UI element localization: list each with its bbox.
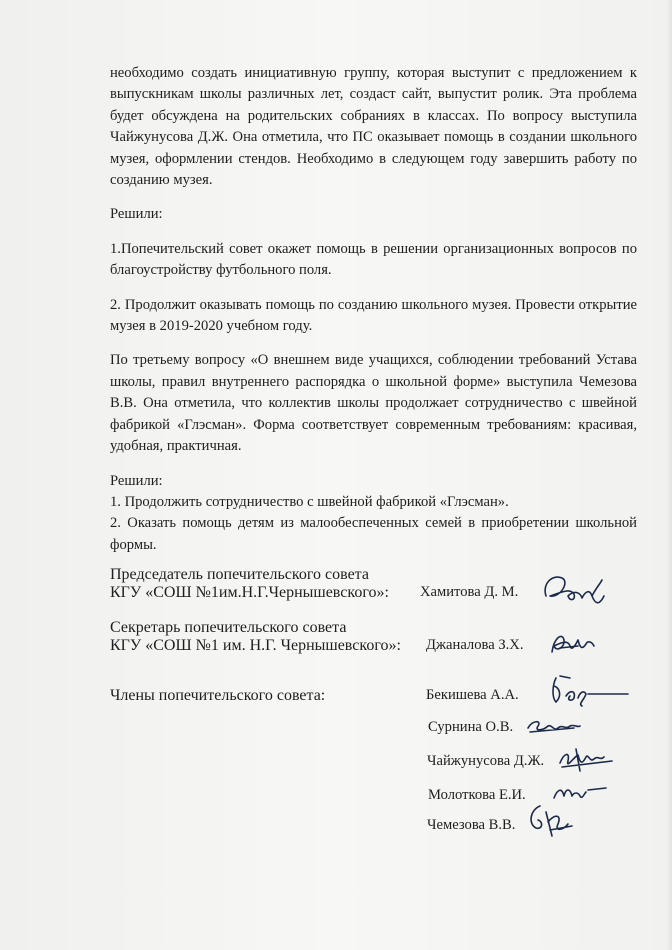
secretary-signature: [548, 626, 598, 660]
chair-name: Хамитова Д. М.: [420, 584, 519, 600]
member-name-3: Чайжунусова Д.Ж.: [427, 753, 545, 769]
member-name-4: Молоткова Е.И.: [428, 787, 526, 803]
secretary-org: КГУ «СОШ №1 им. Н.Г. Чернышевского»:: [110, 637, 401, 654]
resolved-heading-2: Решили:: [110, 472, 163, 489]
resolution-2-item-1: 1. Продолжить сотрудничество с швейной фабрикой «Глэсман».: [110, 493, 509, 510]
resolution-1-item-2: 2. Продолжит оказывать помощь по созданию школьного музея. Провести открытие музея в 2019-2020 учебном году.: [110, 296, 637, 335]
member-signature-3: [556, 743, 616, 775]
resolution-1-item-1: 1.Попечительский совет окажет помощь в решении организационных вопросов по благоустройству футбольного поля.: [110, 240, 637, 279]
members-label: Члены попечительского совета:: [110, 687, 326, 704]
secretary-name: Джаналова З.Х.: [426, 637, 524, 653]
secretary-title: Секретарь попечительского совета: [110, 619, 347, 636]
page-edge-shadow: [666, 0, 672, 950]
minutes-body: [110, 63, 637, 556]
paragraph-third-question: По третьему вопросу «О внешнем виде учащихся, соблюдении требований Устава школы, правил внутреннего распорядка о школьной форме» выступила Чемезова В.В. Она отметила, что коллектив школы продолжает сотрудничество с швейной фабрикой «Глэсман». Форма соответствует современным требованиям: красивая, удобная, практичная.: [110, 352, 637, 455]
chair-org: КГУ «СОШ №1им.Н.Г.Чернышевского»:: [110, 584, 389, 601]
resolution-2-item-2: 2. Оказать помощь детям из малообеспеченных семей в приобретении школьной формы.: [110, 515, 637, 553]
member-signature-1: [548, 672, 638, 708]
member-name-5: Чемезова В.В.: [427, 817, 516, 833]
resolved-heading-1: Решили:: [110, 206, 163, 223]
member-signature-5: [524, 800, 578, 842]
member-name-1: Бекишева А.А.: [426, 687, 519, 703]
chair-signature: [540, 566, 610, 608]
paragraph-initiative-group: необходимо создать инициативную группу, которая выступит с предложением к выпускникам школы различных лет, создаст сайт, выпустит ролик. Эта проблема будет обсуждена на родительских собраниях в классах. По вопросу выступила Чайжунусова Д.Ж. Она отметила, что ПС оказывает помощь в создании школьного музея, оформлении стендов. Необходимо в следующем году завершить работу по созданию музея.: [110, 65, 637, 189]
member-name-2: Сурнина О.В.: [428, 719, 514, 735]
chair-title: Председатель попечительского совета: [110, 566, 369, 583]
member-signature-2: [524, 714, 584, 740]
